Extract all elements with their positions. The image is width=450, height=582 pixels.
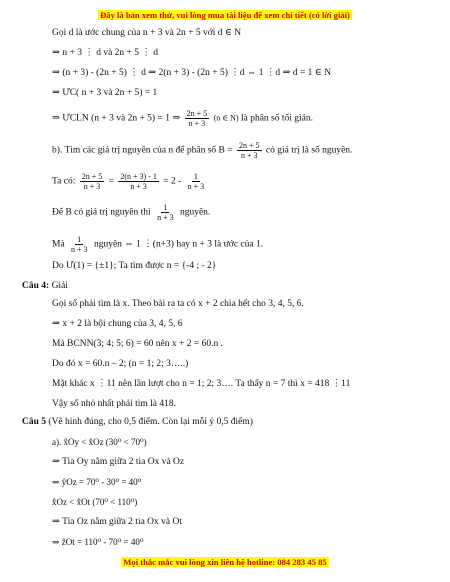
fraction — [69, 235, 90, 254]
line-5-post: là phân số tối giản. — [240, 113, 313, 124]
line-20: x̂Oz < x̂Ot (70⁰ < 110⁰) — [52, 497, 138, 507]
fraction — [155, 203, 176, 222]
fraction-numerator: 1 — [193, 172, 198, 181]
line-9-post: nguyên ⇔ 1 ⋮(n+3) hay n + 3 là ước của 1. — [93, 239, 264, 250]
line-6-pre: b). Tìm các giá trị nguyên của n để phân số B = — [52, 145, 233, 156]
cau-5-label: Câu 5 — [22, 417, 47, 427]
line-2: ⇒ n + 3 ⋮ d và 2n + 5 ⋮ d — [52, 48, 159, 58]
fraction-denominator: n + 3 — [71, 245, 88, 254]
fraction-numerator: 2n + 5 — [239, 141, 260, 150]
line-8-pre: Để B có giá trị nguyên thì — [52, 207, 151, 218]
equals-two-minus: = 2 - — [163, 176, 182, 187]
fraction — [80, 172, 105, 191]
line-17: a). x̂Oy < x̂Oz (30⁰ < 70⁰) — [52, 437, 147, 447]
line-19: ⇒ ŷOz = 70⁰ - 30⁰ = 40⁰ — [52, 477, 142, 487]
line-10: Do Ư(1) = {±1}; Ta tìm được n = {-4 ; - 2} — [52, 261, 217, 271]
fraction — [237, 141, 262, 160]
line-21: ⇒ Tia Oz nằm giữa 2 tia Ox và Ot — [52, 517, 182, 527]
fraction-denominator: n + 3 — [188, 119, 206, 128]
line-1: Gọi d là ước chung của n + 3 và 2n + 5 với d ∈ N — [52, 28, 242, 38]
header-banner-text: Đây là bản xem thử, vui lòng mua tài liệu để xem chi tiết (có lời giải) — [100, 10, 350, 20]
line-5 — [52, 109, 313, 128]
cau-4-text: Giải — [49, 281, 68, 291]
line-22: ⇒ ẑOt = 110⁰ - 70⁰ = 40⁰ — [52, 537, 144, 547]
line-16: Vậy số nhỏ nhất phải tìm là 418. — [52, 399, 177, 409]
cau-4-heading — [22, 280, 68, 292]
line-7-pre: Ta có: — [52, 176, 76, 187]
fraction-numerator: 1 — [163, 203, 168, 212]
fraction-denominator: n + 3 — [157, 213, 174, 222]
line-13: Mà BCNN(3; 4; 5; 6) = 60 nên x + 2 = 60.n . — [52, 339, 223, 349]
line-8 — [52, 203, 210, 222]
line-6 — [52, 141, 352, 160]
line-3: ⇒ (n + 3) - (2n + 5) ⋮ d ⇒ 2(n + 3) - (2n + 5) ⋮d ⇔ 1 ⋮d ⇒ d = 1 ∈ N — [52, 68, 332, 78]
line-14: Do đó x = 60.n – 2; (n = 1; 2; 3…..) — [52, 359, 189, 369]
line-5-pre: ⇒ ƯCLN (n + 3 và 2n + 5) = 1 ⇒ — [52, 113, 181, 124]
header-banner — [0, 10, 450, 20]
line-18: ⇒ Tia Oy nằm giữa 2 tia Ox và Oz — [52, 457, 185, 467]
line-9 — [52, 235, 263, 254]
fraction — [185, 109, 210, 128]
line-7 — [52, 172, 208, 191]
fraction-numerator: 2n + 5 — [81, 172, 103, 181]
fraction-numerator: 2n + 5 — [186, 109, 208, 118]
cau-5-heading — [22, 416, 253, 428]
line-11: Gọi số phải tìm là x. Theo bài ra ta có x + 2 chia hết cho 3, 4, 5, 6. — [52, 299, 304, 309]
fraction-denominator: n + 3 — [187, 182, 205, 191]
fraction-numerator: 2(n + 3) - 1 — [120, 172, 157, 181]
equals-sign: = — [108, 176, 114, 187]
fraction — [118, 172, 159, 191]
line-4: ⇒ ƯC( n + 3 và 2n + 5) = 1 — [52, 88, 158, 98]
line-15: Mặt khác x ⋮11 nên lần lượt cho n = 1; 2; 3…. Ta thấy n = 7 thì x = 418 ⋮11 — [52, 379, 351, 389]
line-5-mid: (n ∈ N) — [213, 113, 239, 123]
line-6-post: có giá trị là số nguyên. — [265, 145, 353, 156]
line-12: ⇒ x + 2 là bội chung của 3, 4, 5, 6 — [52, 319, 183, 329]
fraction — [186, 172, 207, 191]
cau-4-label: Câu 4: — [22, 281, 50, 291]
cau-5-text: (Vẽ hình đúng, cho 0,5 điểm. Còn lại mỗi ý 0,5 điểm) — [46, 417, 253, 427]
fraction-denominator: n + 3 — [83, 182, 101, 191]
footer-banner — [0, 557, 450, 567]
line-9-pre: Mà — [52, 239, 65, 250]
fraction-numerator: 1 — [77, 235, 82, 244]
fraction-denominator: n + 3 — [241, 151, 258, 160]
line-8-post: nguyên. — [179, 207, 211, 218]
footer-banner-text: Mọi thắc mắc vui lòng xin liên hệ hotline: 084 283 45 85 — [123, 557, 327, 567]
fraction-denominator: n + 3 — [130, 182, 147, 191]
